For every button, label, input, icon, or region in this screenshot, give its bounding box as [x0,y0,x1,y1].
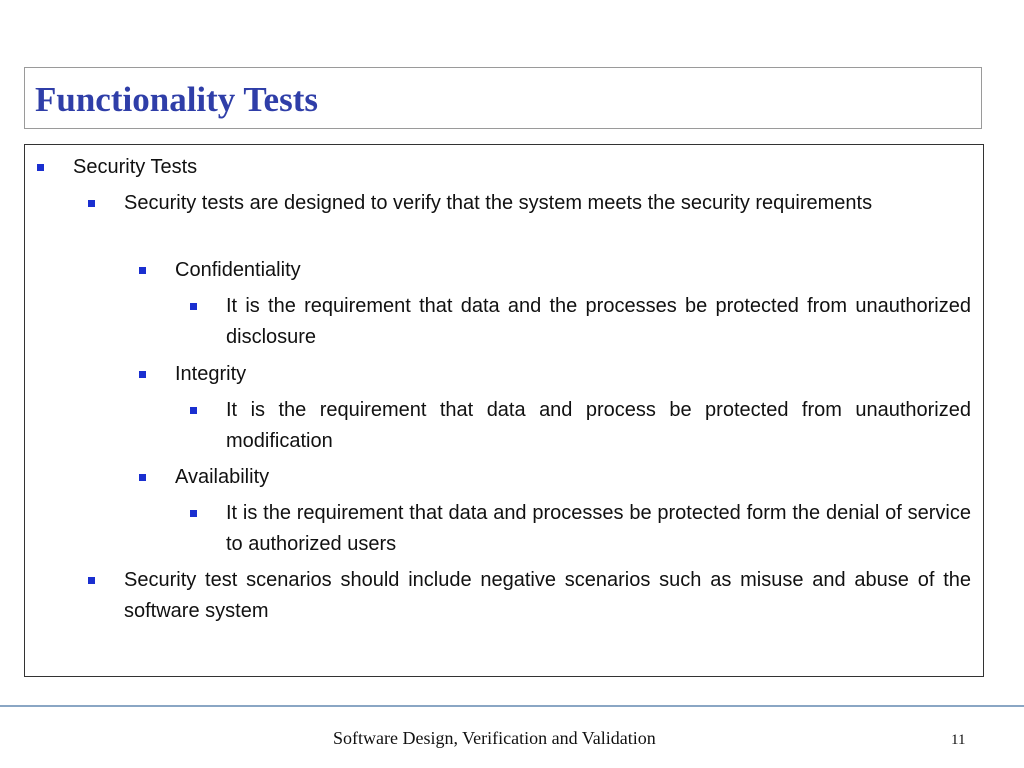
bullet-text: Security test scenarios should include negative scenarios such as misuse and abuse of the software system [124,569,971,622]
bullet-item-availability-definition [226,498,971,560]
square-bullet-icon [139,474,146,481]
square-bullet-icon [88,200,95,207]
bullet-item-integrity [175,359,971,390]
square-bullet-icon [88,577,95,584]
square-bullet-icon [139,267,146,274]
footer-divider [0,705,1024,707]
bullet-text: Security tests are designed to verify that the system meets the security requirements [124,192,873,214]
page-number: 11 [951,732,966,748]
bullet-text: It is the requirement that data and processes be protected form the denial of service to authorized users [226,502,971,555]
bullet-item-integrity-definition [226,395,971,457]
bullet-text: Integrity [175,363,247,385]
bullet-item-security-tests [73,152,971,183]
square-bullet-icon [190,510,197,517]
footer-course-title: Software Design, Verification and Validation [333,728,656,748]
square-bullet-icon [190,407,197,414]
square-bullet-icon [37,164,44,171]
title-box [24,67,982,129]
bullet-text: It is the requirement that data and the processes be protected from unauthorized disclosure [226,295,971,348]
bullet-item-confidentiality [175,255,971,286]
slide-title: Functionality Tests [35,80,318,119]
bullet-text: Security Tests [73,156,198,178]
content-box [24,144,984,677]
bullet-item-security-tests-purpose [124,188,971,219]
bullet-text: Availability [175,466,270,488]
square-bullet-icon [190,303,197,310]
bullet-item-confidentiality-definition [226,291,971,353]
bullet-text: Confidentiality [175,259,301,281]
bullet-text: It is the requirement that data and process be protected from unauthorized modification [226,399,971,452]
square-bullet-icon [139,371,146,378]
bullet-item-availability [175,462,971,493]
bullet-item-negative-scenarios [124,565,971,627]
